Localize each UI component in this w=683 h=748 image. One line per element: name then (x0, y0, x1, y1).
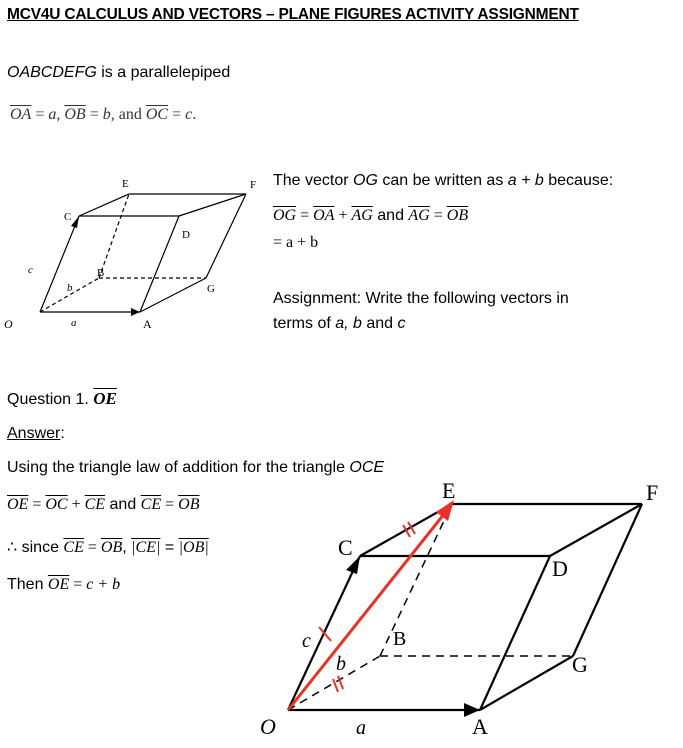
label-e: E (122, 178, 129, 190)
label-a: A (143, 317, 152, 331)
ans-eq-2: = (161, 496, 179, 513)
answer-heading (7, 425, 65, 443)
ans-eq: = (28, 496, 46, 513)
edge-ag (140, 278, 206, 312)
og-sum: a + b (507, 172, 544, 189)
assignment-ab: a, b (335, 315, 362, 332)
label-vec-b: b (67, 282, 73, 294)
small-parallelepiped-figure (0, 168, 270, 338)
ans-eq-4: = (160, 539, 179, 556)
and-text: , and (110, 106, 146, 123)
edge-ad (480, 556, 550, 710)
label-o: O (4, 317, 13, 331)
og-text-1: The vector (273, 172, 354, 189)
edge-gf (206, 194, 246, 278)
ans-since: ∴ since (7, 539, 64, 556)
label-d: D (552, 556, 568, 581)
shape-desc: is a parallelepiped (96, 64, 231, 81)
def-oc: $\overline{OC}$ (145, 106, 169, 123)
method-triangle: OCE (349, 459, 385, 476)
equal-marks (319, 522, 415, 692)
assignment-c: c (397, 315, 406, 332)
ans-comma: , (122, 539, 132, 556)
vector-definitions (10, 106, 196, 124)
label-b: B (393, 628, 407, 650)
og-equation: $\overline{OG} = \overline{OA} + \overline{AG}$ and $\overline{AG} = \overline{OB}$ (273, 207, 469, 224)
answer-colon: : (60, 425, 65, 442)
period: . (192, 106, 197, 123)
edge-df (179, 194, 246, 216)
ans-oe: $\overline{OE}$ (7, 496, 29, 513)
eq-sign: = (168, 106, 186, 123)
og-text-2: can be written as (377, 172, 508, 189)
arrow-c (71, 216, 79, 228)
eq-og: $\overline{OG}$ (273, 207, 297, 224)
answer-equation-2 (7, 537, 209, 557)
og-text-3: because: (543, 172, 614, 189)
question-vector: $\overline{OE}$ (93, 389, 117, 408)
shape-name: OABCDEFG (7, 64, 97, 81)
label-a: A (472, 714, 488, 739)
comma: , (56, 106, 65, 123)
ans-oe-2: $\overline{OE}$ (47, 576, 70, 593)
def-c: c (185, 106, 193, 123)
ans-then: Then (7, 576, 48, 593)
label-g: G (207, 283, 215, 295)
ans-ob: $\overline{OB}$ (178, 496, 200, 513)
label-d: D (182, 229, 190, 241)
label-vec-b: b (336, 653, 346, 675)
og-name: OG (353, 172, 378, 189)
edge-ad (140, 216, 179, 312)
arrow-e (436, 500, 454, 521)
og-explanation-line (273, 172, 613, 190)
ans-ce-2: $\overline{CE}$ (140, 496, 162, 513)
question-1 (7, 389, 117, 409)
assignment-text-a: terms of (273, 315, 336, 332)
label-c: C (64, 211, 72, 223)
intro-line (7, 64, 230, 82)
label-f: F (646, 480, 659, 505)
edge-ag (480, 656, 573, 710)
arrow-a (131, 308, 140, 316)
eq-oa: $\overline{OA}$ (313, 207, 335, 224)
label-vec-c: c (302, 630, 311, 652)
eq-and: and (372, 207, 409, 224)
edge-be (99, 194, 129, 278)
ans-plus: + (67, 496, 85, 513)
label-c: C (338, 535, 353, 560)
ans-eq-5: = (69, 576, 87, 593)
page-title: MCV4U CALCULUS AND VECTORS – PLANE FIGURES ACTIVITY ASSIGNMENT (7, 6, 579, 23)
eq-ag: $\overline{AG}$ (351, 207, 373, 224)
edge-df (550, 504, 642, 556)
edge-oc (40, 216, 79, 312)
large-parallelepiped-figure (250, 470, 683, 748)
ans-eq-3: = (83, 539, 101, 556)
ans-oc: $\overline{OC}$ (45, 496, 68, 513)
ans-and: and (105, 496, 141, 513)
label-b: B (97, 267, 105, 279)
label-o: O (260, 714, 276, 739)
def-a: a (48, 106, 57, 123)
label-g: G (572, 652, 588, 677)
def-oa: $\overline{OA}$ (10, 106, 32, 123)
vector-oe (288, 504, 452, 710)
answer-equation-1 (7, 496, 199, 514)
def-b: b (102, 106, 111, 123)
label-vec-a: a (356, 717, 366, 739)
answer-result (7, 576, 120, 594)
ans-ob-2: $\overline{OB}$ (100, 539, 123, 556)
ans-abs-ob: |OB| (178, 539, 209, 556)
assignment-line-2 (273, 315, 406, 333)
ans-result: c + b (86, 576, 121, 593)
assignment-line-1: Assignment: Write the following vectors in (273, 290, 569, 307)
def-ob: $\overline{OB}$ (64, 106, 86, 123)
eq-sign: = (31, 106, 49, 123)
ans-ce-3: $\overline{CE}$ (63, 539, 84, 556)
label-e: E (442, 478, 456, 503)
eq-ag-2: $\overline{AG}$ (408, 207, 430, 224)
ans-abs-ce: |CE| (131, 539, 161, 556)
edge-gf (573, 504, 642, 656)
ans-ce: $\overline{CE}$ (84, 496, 106, 513)
label-vec-c: c (28, 264, 33, 276)
label-f: F (250, 179, 257, 191)
label-vec-a: a (71, 317, 77, 329)
assignment-text-and: and (361, 315, 398, 332)
question-label: Question 1. (7, 391, 94, 408)
eq-sign: = (85, 106, 103, 123)
edge-ce (79, 194, 129, 216)
answer-label: Answer (7, 425, 61, 442)
eq-ob: $\overline{OB}$ (446, 207, 469, 224)
method-text: Using the triangle law of addition for the triangle (7, 459, 350, 476)
og-result: = a + b (273, 234, 319, 251)
